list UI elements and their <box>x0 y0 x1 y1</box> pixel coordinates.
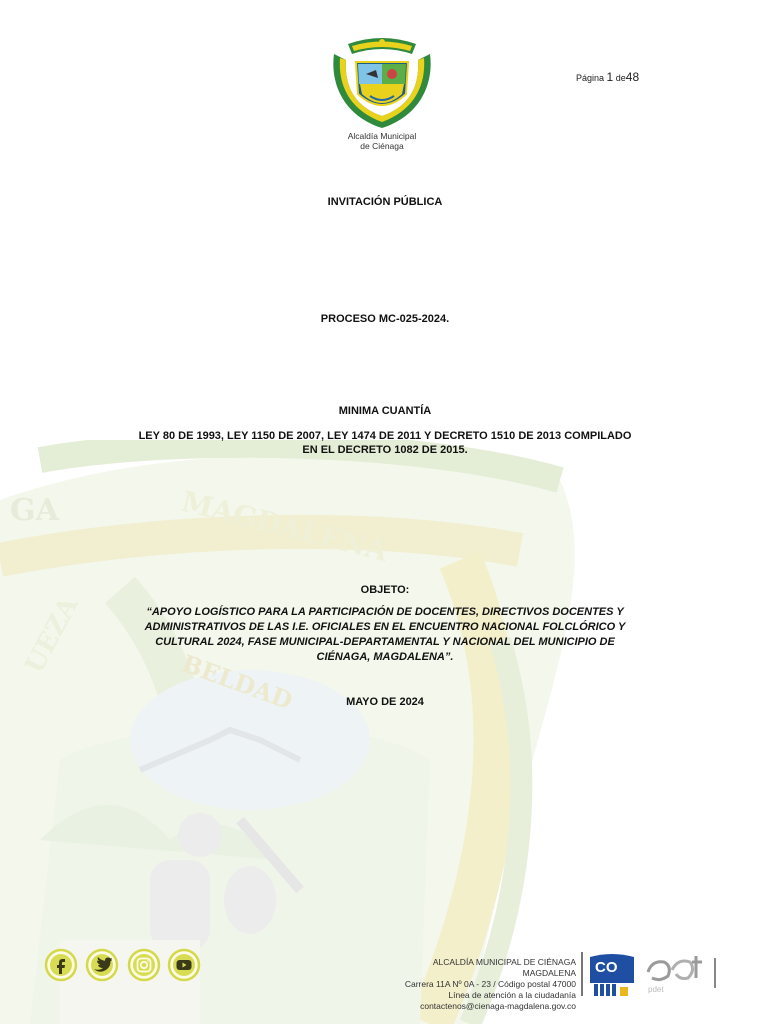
object-line3: CULTURAL 2024, FASE MUNICIPAL-DEPARTAMENTAL Y NACIONAL DEL MUNICIPIO DE <box>155 636 615 648</box>
process-number: PROCESO MC-025-2024. <box>320 313 450 325</box>
invitation-title: INVITACIÓN PÚBLICA <box>327 196 443 208</box>
object-text <box>110 605 660 665</box>
page-number <box>576 70 639 84</box>
facebook-icon[interactable] <box>44 948 78 982</box>
watermark-word-ueza: UEZA <box>19 592 85 679</box>
object-line4: CIÉNAGA, MAGDALENA”. <box>316 651 454 663</box>
pdet-logo <box>642 946 722 996</box>
object-line1: “APOYO LOGÍSTICO PARA LA PARTICIPACIÓN DE DOCENTES, DIRECTIVOS DOCENTES Y <box>146 606 624 618</box>
page-current: 1 <box>606 70 614 84</box>
page-of: de <box>615 73 626 83</box>
footer-line3: Línea de atención a la ciudadanía <box>448 990 576 1000</box>
footer-line2: Carrera 11A Nº 0A - 23 / Código postal 47000 <box>404 979 576 989</box>
youtube-icon[interactable] <box>167 948 201 982</box>
co-logo-text: CO <box>595 959 618 976</box>
logo-caption <box>330 131 434 151</box>
watermark-word-magdalena: MAGDALENA <box>178 484 392 568</box>
logo-caption-line1: Alcaldía Municipal <box>347 131 417 141</box>
watermark-word-beldad: BELDAD <box>177 648 297 716</box>
colombia-logo <box>588 953 636 999</box>
object-line2: ADMINISTRATIVOS DE LAS I.E. OFICIALES EN EL ENCUENTRO NACIONAL FOLCLÓRICO Y <box>144 621 626 633</box>
alcaldia-logo <box>326 34 438 130</box>
legal-basis-line1: LEY 80 DE 1993, LEY 1150 DE 2007, LEY 1474 DE 2011 Y DECRETO 1510 DE 2013 COMPILADO <box>138 430 632 442</box>
instagram-icon[interactable] <box>127 948 161 982</box>
pdet-logo-text: pdet <box>648 985 664 994</box>
document-date: MAYO DE 2024 <box>346 696 424 708</box>
footer-contact <box>380 957 576 1012</box>
modality-title: MINIMA CUANTÍA <box>338 405 432 417</box>
page-label: Página <box>576 73 605 83</box>
watermark-word-ga: GA <box>10 493 59 528</box>
logo-caption-line2: de Ciénaga <box>360 141 404 151</box>
legal-basis <box>0 429 770 457</box>
object-label: OBJETO: <box>360 584 410 596</box>
footer-divider <box>581 952 583 996</box>
coat-of-arms-watermark <box>0 440 770 1024</box>
twitter-icon[interactable] <box>85 948 119 982</box>
page-total: 48 <box>625 70 640 84</box>
legal-basis-line2: EN EL DECRETO 1082 DE 2015. <box>302 444 468 456</box>
footer-line1: ALCALDÍA MUNICIPAL DE CIÉNAGA MAGDALENA <box>432 957 576 978</box>
footer-line4[interactable]: contactenos@cienaga-magdalena.gov.co <box>420 1001 576 1011</box>
